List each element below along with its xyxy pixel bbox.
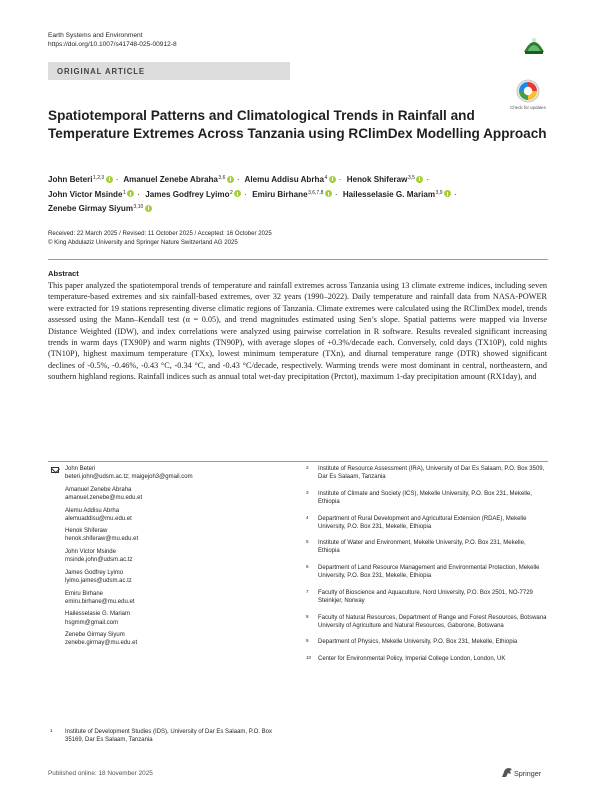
contact-name: John Beteri [65,466,96,472]
affiliation-text: Institute of Water and Environment, Mekelle University, P.O. Box 231, Mekelle, Ethiopia [318,540,526,555]
author[interactable] [347,175,424,184]
affiliation-text: Department of Rural Development and Agricultural Extension (RDAE), Mekelle University, P.O. Box 231, Mekelle, Ethiopia [318,515,527,530]
orcid-icon[interactable] [416,176,423,183]
contact-email[interactable]: beteri.john@udsm.ac.tz; maigejoh3@gmail.com [65,474,193,481]
author-name: Hailesselasie G. Mariam [342,189,436,199]
contact-email[interactable]: amanuel.zenebe@mu.edu.et [65,494,143,501]
affiliation-text: Faculty of Bioscience and Aquaculture, Nord University, P.O. Box 2501, NO-7729 Steinkjer, Norway [318,589,533,604]
affiliation-number: 6 [306,564,309,570]
author-list: John Beteri$^{1,2,3}$ · Amanuel Zenebe Abraha$^{3,6}$ · Alemu Addisu Abrha$^4$ · Henok Shiferaw$^{3,5}$ · John Victor Msinde$^1$ · James Godfrey Lyimo$^2$ · Emiru Birhane$^{3,6,7,8}$ · Hailesselasie G. Mariam$^{3,9}$ · Zenebe Girmay Siyum$^{3,10}$ [48,175,457,214]
contact-email[interactable]: msinde.john@udsm.ac.tz [65,557,133,564]
affiliation-list-right [304,465,548,672]
affiliation-text: Department of Physics, Mekelle University, P.O. Box 231, Mekelle, Ethiopia [318,639,518,646]
contact-entry [48,631,288,647]
affiliation-text: Department of Land Resource Management and Environmental Protection, Mekelle University, P.O. Box 231, Mekelle, Ethiopia [318,565,540,580]
affiliation-number: 4 [306,514,309,520]
affiliation-number: 7 [306,588,309,594]
divider [48,259,548,260]
contact-entry [48,610,288,626]
crossmark-icon[interactable] [514,78,542,108]
author-affiliation-ref: 1,2,3 [93,175,105,181]
affiliation-entry [48,728,288,744]
contact-name: Emiru Birhane [65,590,104,597]
contact-email[interactable]: henok.shiferaw@mu.edu.et [65,536,139,543]
author[interactable] [48,175,113,184]
affiliation-entry [304,515,548,531]
affiliation-number: 1 [50,728,53,733]
affiliation-entry [304,614,548,630]
article-type-label: ORIGINAL ARTICLE [57,67,146,76]
affiliation-number: 5 [306,539,309,545]
article-dates [48,230,272,247]
affiliation-entry [304,638,548,646]
author-name: Zenebe Girmay Siyum [48,204,134,214]
affiliation-entry [304,589,548,605]
orcid-icon[interactable] [145,205,152,212]
author[interactable] [48,204,152,213]
orcid-icon[interactable] [444,190,451,197]
author-affiliation-ref: 3,5 [407,175,415,181]
journal-logo-icon [520,30,548,56]
divider [48,461,548,462]
author-affiliation-ref: 4 [324,175,328,181]
copyright-line: © King Abdulaziz University and Springer Nature Switzerland AG 2025 [48,238,238,246]
article-title: Spatiotemporal Patterns and Climatological Trends in Rainfall and Temperature Extremes Across Tanzania using RClimDex Modelling Approach [48,108,547,141]
history-dates: Received: 22 March 2025 / Revised: 11 October 2025 / Accepted: 16 October 2025 [48,230,272,237]
contact-email[interactable]: hsgmm@gmail.com [65,619,119,626]
affiliation-entry [304,539,548,555]
affiliation-number: 2 [306,465,309,470]
author[interactable] [145,190,241,199]
contact-entry [48,486,288,502]
author-name: John Beteri [48,175,93,184]
author-name: Amanuel Zenebe Abraha [123,175,218,184]
orcid-icon[interactable] [234,190,241,197]
affiliation-entry [304,655,548,663]
author-name: John Victor Msinde [48,189,123,199]
abstract-body: This paper analyzed the spatiotemporal trends of temperature and rainfall extremes across Tanzania using 13 climate extreme indices, including seven temperature-based extremes and six rainfall-based extremes, over 32 years (1990–2022). Daily temperature and rainfall data from NASA-POWER were extracted for 19 stations representing diverse climatic regions of Tanzania. Climate extremes were calculated using the RClimDex model, trends assessed using the Mann–Kendall test (α = 0.05), and trend magnitudes estimated using Sen’s slope. Spatial patterns were mapped via Inverse Distance Weighted (IDW), and index correlations were analyzed using pairwise correlation in R software. Results revealed significant increasing trends in warm days (TX90P) and warm nights (TN90P), with average slopes of +0.3%/decade each. Conversely, cold days (TX10P), cold nights (TN10P), highest maximum temperature (TXx), lowest minimum temperature (TXn), and diurnal temperature range (DTR) showed significant declines of -0.5%, -0.46%, -0.43 °C, -0.34 °C, and -0.43 °C/decade, respectively. Warming trends were most dominant in central, northeastern, and southern highland regions. Rainfall indices such as annual total wet-day precipitation (Prctot), maximum 1-day precipitation amount (RX1day), and [48,281,547,382]
contact-name: Zenebe Girmay Siyum [65,632,125,639]
contact-entry [48,569,288,585]
author-affiliation-ref: 3,9 [435,189,443,196]
contact-entry [48,548,288,564]
affiliation-text: Institute of Climate and Society (ICS), Mekelle University, P.O. Box 231, Mekelle, Ethiopia [318,490,532,505]
orcid-icon[interactable] [325,190,332,197]
affiliation-entry [304,490,548,506]
abstract-heading: Abstract [48,269,79,278]
contact-list [48,465,288,652]
orcid-icon[interactable] [106,176,113,183]
contact-email[interactable]: alemuaddisu@mu.edu.et [65,515,132,522]
envelope-icon [51,467,59,473]
author[interactable] [343,190,451,199]
contact-entry [48,590,288,606]
contact-email[interactable]: lyimo.james@udsm.ac.tz [65,578,132,584]
contact-name: James Godfrey Lyimo [65,569,124,576]
contact-email[interactable]: emiru.birhane@mu.edu.et [65,598,135,605]
author-affiliation-ref: 1 [123,189,126,196]
orcid-icon[interactable] [227,176,234,183]
author-name: Alemu Addisu Abrha [244,175,324,184]
author[interactable] [48,190,134,199]
author-affiliation-ref: 3,6 [218,175,226,181]
contact-entry [48,527,288,543]
author[interactable] [252,190,332,199]
author-affiliation-ref: 3,10 [133,204,144,211]
author-affiliation-ref: 2 [230,189,233,196]
springer-horse-icon [500,766,514,778]
author-name: Emiru Birhane [252,189,308,199]
contact-email[interactable]: zenebe.girmay@mu.edu.et [65,640,138,647]
affiliation-number: 8 [306,613,309,619]
affiliation-entry [304,564,548,580]
journal-header [48,31,177,49]
crossmark-label: Check for updates [510,105,546,110]
author[interactable] [123,175,234,184]
journal-name: Earth Systems and Environment [48,32,143,39]
affiliation-text: Institute of Resource Assessment (IRA), University of Dar Es Salaam, P.O. Box 3509, Dar Es Salaam, Tanzania [318,466,545,481]
affiliation-entry [304,465,548,481]
orcid-icon[interactable] [127,190,134,197]
doi-link[interactable]: https://doi.org/10.1007/s41748-025-00912-8 [48,41,177,49]
contact-name: Hailesselasie G. Mariam [65,611,131,618]
contact-name: Henok Shiferaw [65,528,108,535]
contact-entry [48,465,288,481]
affiliation-list-left [48,728,288,744]
affiliation-number: 9 [306,638,309,644]
affiliation-text: Faculty of Natural Resources, Department of Range and Forest Resources, Botswana University of Agriculture and Natural Resources, Gaborone, Botswana [318,614,547,629]
affiliation-text: Center for Environmental Policy, Imperial College London, London, UK [318,656,506,663]
affiliation-number: 10 [306,655,312,661]
contact-entry [48,507,288,523]
contact-name: Alemu Addisu Abrha [65,507,120,514]
orcid-icon[interactable] [329,176,336,183]
published-date: Published online: 18 November 2025 [48,770,153,777]
affiliation-number: 3 [306,489,309,495]
author[interactable] [245,175,336,184]
author-name: James Godfrey Lyimo [145,189,230,199]
contact-name: John Victor Msinde [65,549,116,556]
affiliation-text: Institute of Development Studies (IDS), University of Dar Es Salaam, P.O. Box 35169, Dar Es Salaam, Tanzania [65,729,272,744]
publisher-name: Springer [514,769,542,778]
contact-name: Amanuel Zenebe Abraha [65,486,132,493]
author-name: Henok Shiferaw [346,175,408,184]
author-affiliation-ref: 3,6,7,8 [308,189,324,196]
